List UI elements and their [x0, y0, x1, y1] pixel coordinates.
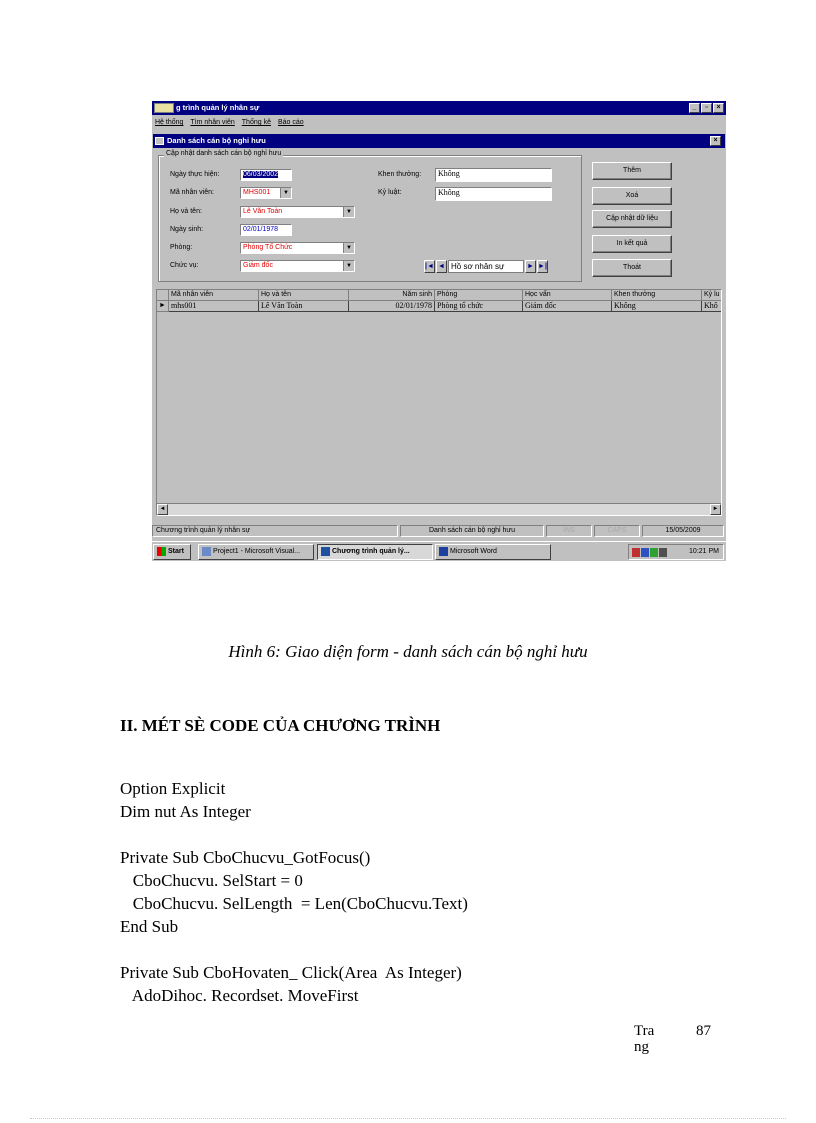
- cell-hoc-van[interactable]: Giám đốc: [523, 301, 612, 312]
- label-chuc-vu: Chức vụ:: [170, 262, 199, 269]
- clock: 10:21 PM: [689, 548, 719, 555]
- xoa-button-label: Xoá: [625, 192, 639, 199]
- visual-basic-icon: [202, 547, 211, 556]
- speaker-icon[interactable]: [659, 548, 667, 557]
- figure-caption: Hình 6: Giao diện form - danh sách cán bộ nghỉ hưu: [228, 642, 588, 661]
- app-icon: [154, 103, 174, 113]
- col-nam-sinh[interactable]: Năm sinh: [349, 290, 435, 301]
- label-ngay-sinh: Ngày sinh:: [170, 226, 204, 233]
- code-line: AdoDihoc. Recordset. MoveFirst: [120, 986, 359, 1005]
- taskbar: [152, 541, 726, 561]
- taskbar-item-word[interactable]: [435, 544, 551, 560]
- form-icon: [155, 137, 164, 145]
- ho-va-ten-value: Lê Văn Toàn: [243, 208, 283, 215]
- in-ket-qua-button[interactable]: [592, 235, 672, 253]
- menu-he-thong[interactable]: Hệ thống: [155, 119, 184, 126]
- first-record-button[interactable]: |◄: [424, 260, 435, 273]
- them-button[interactable]: [592, 162, 672, 180]
- khen-thuong-input[interactable]: [435, 168, 552, 182]
- word-icon: [439, 547, 448, 556]
- col-phong[interactable]: Phòng: [435, 290, 523, 301]
- chevron-down-icon[interactable]: ▼: [343, 261, 354, 271]
- ky-luat-value: Không: [438, 188, 460, 197]
- app-window-icon: [321, 547, 330, 556]
- code-line: CboChucvu. SelLength = Len(CboChucvu.Text): [120, 894, 468, 913]
- cap-nhat-button[interactable]: [592, 210, 672, 228]
- col-khen-thuong[interactable]: Khen thưởng: [612, 290, 702, 301]
- xoa-button[interactable]: [592, 187, 672, 205]
- minimize-button[interactable]: _: [689, 103, 700, 113]
- taskbar-item-vb-label: Project1 - Microsoft Visual...: [213, 548, 301, 555]
- data-grid[interactable]: [156, 289, 722, 516]
- code-line: CboChucvu. SelStart = 0: [120, 871, 303, 890]
- code-line: Option Explicit: [120, 779, 226, 798]
- label-ky-luat: Kỷ luật:: [378, 189, 402, 196]
- code-line: Private Sub CboChucvu_GotFocus(): [120, 848, 371, 867]
- cell-nam-sinh[interactable]: 02/01/1978: [349, 301, 435, 312]
- start-button[interactable]: [153, 544, 191, 560]
- code-line: End Sub: [120, 917, 179, 936]
- menu-thong-ke[interactable]: Thống kê: [241, 119, 271, 126]
- cell-ky-luat[interactable]: Khô: [702, 301, 722, 312]
- tray-icon-3[interactable]: [650, 548, 658, 557]
- chevron-down-icon[interactable]: ▼: [343, 243, 354, 253]
- code-line: Private Sub CboHovaten_ Click(Area As Integer): [120, 963, 462, 982]
- status-date: 15/05/2009: [642, 525, 724, 537]
- tray-icon-2[interactable]: [641, 548, 649, 557]
- maximize-button[interactable]: ▫: [701, 103, 712, 113]
- horizontal-scrollbar[interactable]: [157, 503, 721, 515]
- in-ket-qua-button-label: In kết quả: [616, 240, 648, 247]
- status-bar: [152, 525, 726, 539]
- chuc-vu-value: Giám đốc: [243, 262, 273, 269]
- app-title: g trình quản lý nhân sự: [176, 103, 260, 112]
- them-button-label: Thêm: [623, 167, 641, 174]
- scroll-right-icon[interactable]: ►: [710, 504, 721, 515]
- taskbar-item-app[interactable]: [317, 544, 433, 560]
- scroll-left-icon[interactable]: ◄: [157, 504, 168, 515]
- status-app: Chương trình quản lý nhân sự: [152, 525, 398, 537]
- last-record-button[interactable]: ►|: [537, 260, 548, 273]
- status-ins: INS: [546, 525, 592, 537]
- menu-bar: [152, 116, 726, 129]
- thoat-button-label: Thoát: [623, 264, 641, 271]
- cap-nhat-button-label: Cập nhật dữ liệu: [606, 215, 658, 222]
- phong-value: Phòng Tổ Chức: [243, 244, 293, 251]
- menu-tim-nhan-vien[interactable]: Tìm nhân viên: [190, 119, 235, 126]
- label-ho-va-ten: Họ và tên:: [170, 208, 202, 215]
- ho-va-ten-combo[interactable]: [240, 206, 355, 218]
- ngay-sinh-input[interactable]: [240, 224, 292, 236]
- chevron-down-icon[interactable]: ▼: [280, 188, 291, 198]
- app-title-bar: [152, 101, 726, 115]
- close-button[interactable]: ×: [713, 103, 724, 113]
- ngay-sinh-value: 02/01/1978: [243, 226, 279, 233]
- prev-record-button[interactable]: ◄: [436, 260, 447, 273]
- label-khen-thuong: Khen thưởng:: [378, 171, 422, 178]
- col-ky-luat[interactable]: Kỷ lu: [702, 290, 722, 301]
- windows-logo-icon: [157, 547, 166, 556]
- thoat-button[interactable]: [592, 259, 672, 277]
- app-screenshot: [152, 101, 726, 561]
- cell-ma-nhan-vien[interactable]: mhs001: [169, 301, 259, 312]
- taskbar-item-word-label: Microsoft Word: [450, 548, 497, 555]
- navigator-label: Hồ sơ nhân sự: [448, 260, 524, 273]
- row-marker-icon: ►: [157, 301, 169, 312]
- ngay-thuc-hien-input[interactable]: [240, 169, 292, 181]
- col-ma-nhan-vien[interactable]: Mã nhân viên: [169, 290, 259, 301]
- label-phong: Phòng:: [170, 244, 193, 251]
- grid-corner: [157, 290, 169, 301]
- group-legend: Cập nhật danh sách cán bộ nghỉ hưu: [166, 150, 282, 157]
- start-label: Start: [168, 548, 184, 555]
- ma-nhan-vien-value: MHS001: [243, 189, 271, 196]
- menu-bao-cao[interactable]: Báo cáo: [277, 119, 304, 126]
- form-close-button[interactable]: ×: [710, 136, 721, 146]
- chuc-vu-combo[interactable]: [240, 260, 355, 272]
- ky-luat-input[interactable]: [435, 187, 552, 201]
- page-label: Tra ng: [634, 1023, 655, 1055]
- col-hoc-van[interactable]: Học vấn: [523, 290, 612, 301]
- taskbar-item-app-label: Chương trình quản lý...: [332, 548, 410, 555]
- ma-nhan-vien-combo[interactable]: [240, 187, 292, 199]
- col-ho-va-ten[interactable]: Họ và tên: [259, 290, 349, 301]
- label-ma-nhan-vien: Mã nhân viên:: [170, 189, 214, 196]
- taskbar-item-vb[interactable]: [198, 544, 314, 560]
- status-form: Danh sách cán bộ nghỉ hưu: [400, 525, 544, 537]
- cell-khen-thuong[interactable]: Không: [612, 301, 702, 312]
- section-heading: II. MÉT SÈ CODE CỦA CHƯƠNG TRÌNH: [120, 716, 441, 735]
- phong-combo[interactable]: [240, 242, 355, 254]
- record-navigator: [424, 259, 548, 273]
- ngay-thuc-hien-value: 06/03/2002: [243, 171, 279, 178]
- form-title: Danh sách cán bộ nghỉ hưu: [167, 136, 266, 145]
- cell-ho-va-ten[interactable]: Lê Văn Toàn: [259, 301, 349, 312]
- form-title-bar: [153, 134, 725, 148]
- footer-divider: [30, 1118, 786, 1119]
- cell-phong[interactable]: Phòng tổ chức: [435, 301, 523, 312]
- chevron-down-icon[interactable]: ▼: [343, 207, 354, 217]
- khen-thuong-value: Không: [438, 169, 460, 178]
- code-line: Dim nut As Integer: [120, 802, 251, 821]
- next-record-button[interactable]: ►: [525, 260, 536, 273]
- system-tray: [628, 544, 724, 560]
- tray-icon-1[interactable]: [632, 548, 640, 557]
- label-ngay-thuc-hien: Ngày thực hiện:: [170, 171, 220, 178]
- page-number: 87: [696, 1023, 711, 1039]
- status-caps: CAPS: [594, 525, 640, 537]
